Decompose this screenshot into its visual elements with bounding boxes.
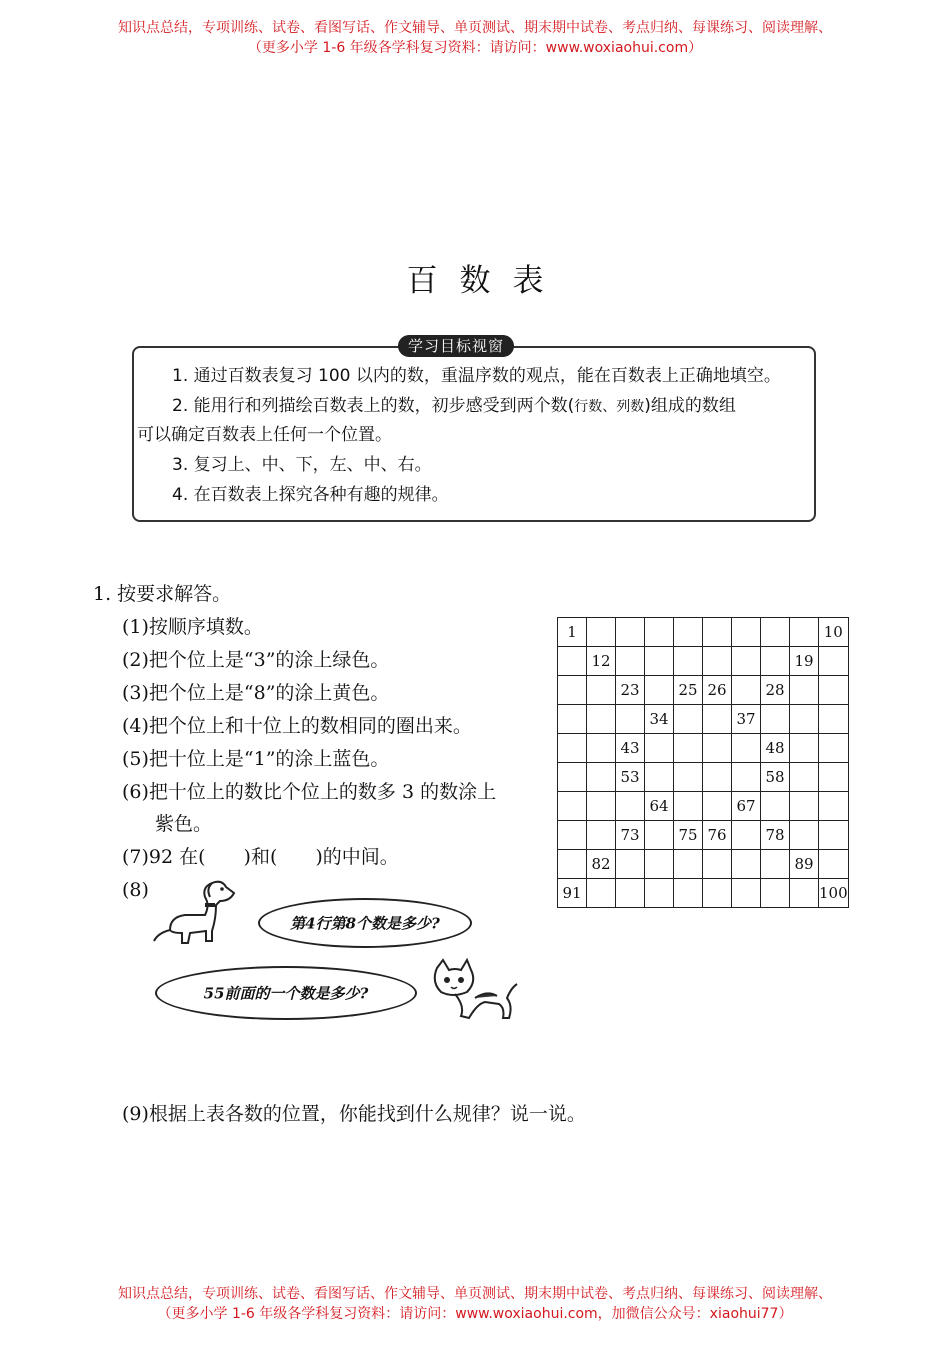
table-cell[interactable] [558,734,587,763]
table-cell[interactable] [819,676,849,705]
table-cell[interactable] [761,618,790,647]
table-cell[interactable] [645,821,674,850]
table-cell[interactable] [587,734,616,763]
table-row [558,647,849,676]
table-cell[interactable] [819,705,849,734]
table-cell[interactable] [732,850,761,879]
table-cell[interactable] [645,676,674,705]
table-cell[interactable]: 91 [558,879,587,908]
table-cell[interactable] [819,792,849,821]
table-cell[interactable] [616,792,645,821]
table-cell[interactable] [645,850,674,879]
table-cell[interactable] [558,792,587,821]
table-cell[interactable] [558,763,587,792]
table-cell[interactable]: 78 [761,821,790,850]
table-cell[interactable]: 10 [819,618,849,647]
top-banner [0,18,950,58]
table-cell[interactable] [558,705,587,734]
table-cell[interactable] [761,792,790,821]
cat-illustration [425,958,520,1026]
table-cell[interactable] [790,792,819,821]
table-cell[interactable] [616,705,645,734]
table-cell[interactable] [674,647,703,676]
table-cell[interactable] [587,763,616,792]
table-cell[interactable] [587,676,616,705]
table-cell[interactable] [616,879,645,908]
table-row [558,705,849,734]
goal-1: 1. 通过百数表复习 100 以内的数，重温序数的观点，能在百数表上正确地填空。 [172,366,781,386]
table-cell[interactable] [703,792,732,821]
table-cell[interactable] [587,821,616,850]
table-cell[interactable] [819,821,849,850]
table-cell[interactable] [819,850,849,879]
table-cell[interactable]: 73 [616,821,645,850]
table-cell[interactable]: 25 [674,676,703,705]
table-cell[interactable] [732,647,761,676]
table-row [558,618,849,647]
question-1-part-1: (1)按顺序填数。 [122,616,263,638]
table-cell[interactable] [558,676,587,705]
hundred-number-table [557,617,849,908]
table-cell[interactable] [790,763,819,792]
top-banner-line1: 知识点总结，专项训练、试卷、看图写话、作文辅导、单页测试、期末期中试卷、考点归纳、每课练习、阅读理解、 [118,20,832,36]
dog-speech-text: 第4行第8个数是多少? [290,914,440,933]
table-row [558,792,849,821]
table-cell[interactable]: 53 [616,763,645,792]
top-banner-line2: （更多小学 1-6 年级各学科复习资料：请访问：www.woxiaohui.com） [247,40,703,56]
table-cell[interactable]: 43 [616,734,645,763]
table-cell[interactable]: 34 [645,705,674,734]
table-cell[interactable] [587,618,616,647]
table-cell[interactable]: 19 [790,647,819,676]
table-cell[interactable]: 89 [790,850,819,879]
table-cell[interactable]: 48 [761,734,790,763]
goal-2-note: 行数、列数 [574,399,645,415]
table-cell[interactable] [616,647,645,676]
table-cell[interactable] [587,879,616,908]
table-cell[interactable] [645,879,674,908]
table-row [558,734,849,763]
table-cell[interactable]: 12 [587,647,616,676]
dog-speech-bubble [258,898,472,948]
cat-speech-text: 55前面的一个数是多少? [203,984,369,1003]
table-cell[interactable] [790,705,819,734]
table-row [558,763,849,792]
table-cell[interactable]: 28 [761,676,790,705]
learning-goals-badge: 学习目标视窗 [398,335,514,357]
table-cell[interactable] [674,792,703,821]
table-cell[interactable] [645,618,674,647]
table-cell[interactable]: 82 [587,850,616,879]
table-cell[interactable]: 76 [703,821,732,850]
table-cell[interactable]: 37 [732,705,761,734]
table-cell[interactable] [616,618,645,647]
table-cell[interactable] [732,618,761,647]
table-cell[interactable] [703,763,732,792]
table-cell[interactable]: 64 [645,792,674,821]
table-cell[interactable] [587,705,616,734]
table-cell[interactable]: 1 [558,618,587,647]
table-cell[interactable] [674,879,703,908]
goal-2-continued: 可以确定百数表上任何一个位置。 [137,425,392,445]
dog-illustration [150,875,240,950]
table-row [558,676,849,705]
question-1-part-6-continued: 紫色。 [155,813,213,835]
table-cell[interactable] [558,821,587,850]
question-1-part-3: (3)把个位上是“8”的涂上黄色。 [122,682,390,704]
table-row [558,879,849,908]
goal-2 [172,395,736,418]
table-cell[interactable]: 23 [616,676,645,705]
table-cell[interactable] [703,618,732,647]
question-1-part-7: (7)92 在( )和( )的中间。 [122,846,399,868]
table-cell[interactable] [732,821,761,850]
table-cell[interactable] [790,879,819,908]
hundred-table-body [558,618,849,908]
table-cell[interactable] [645,763,674,792]
table-cell[interactable] [645,734,674,763]
table-cell[interactable] [761,705,790,734]
table-cell[interactable] [587,792,616,821]
table-cell[interactable] [790,821,819,850]
table-cell[interactable] [558,850,587,879]
goal-4: 4. 在百数表上探究各种有趣的规律。 [172,485,449,505]
question-1-part-4: (4)把个位上和十位上的数相同的圈出来。 [122,715,472,737]
table-cell[interactable] [819,647,849,676]
question-1-part-8: (8) [122,879,149,901]
table-cell[interactable] [674,763,703,792]
table-cell[interactable] [819,763,849,792]
table-cell[interactable]: 58 [761,763,790,792]
table-cell[interactable] [790,676,819,705]
table-cell[interactable] [732,763,761,792]
table-cell[interactable] [703,705,732,734]
table-cell[interactable] [732,676,761,705]
table-cell[interactable]: 100 [819,879,849,908]
question-1-part-9: (9)根据上表各数的位置，你能找到什么规律？说一说。 [122,1103,586,1125]
table-cell[interactable] [761,879,790,908]
table-cell[interactable] [761,850,790,879]
table-cell[interactable] [703,850,732,879]
table-cell[interactable] [790,618,819,647]
table-cell[interactable] [674,618,703,647]
table-cell[interactable]: 75 [674,821,703,850]
goal-2-part2: )组成的数组 [644,396,736,416]
table-cell[interactable] [674,705,703,734]
table-cell[interactable] [703,647,732,676]
table-cell[interactable] [558,647,587,676]
goal-2-part1: 2. 能用行和列描绘百数表上的数，初步感受到两个数( [172,396,575,416]
table-row [558,821,849,850]
table-cell[interactable]: 26 [703,676,732,705]
question-1-part-5: (5)把十位上是“1”的涂上蓝色。 [122,748,390,770]
question-1-part-2: (2)把个位上是“3”的涂上绿色。 [122,649,390,671]
table-cell[interactable] [616,850,645,879]
question-1-part-6: (6)把十位上的数比个位上的数多 3 的数涂上 [122,781,497,803]
question-1-heading: 1. 按要求解答。 [93,583,232,605]
bottom-banner-line2: （更多小学 1-6 年级各学科复习资料：请访问：www.woxiaohui.com，加微信公众号：xiaohui77） [157,1306,793,1322]
table-cell[interactable] [761,647,790,676]
table-cell[interactable] [732,879,761,908]
page-title: 百数表 [406,263,566,299]
table-row [558,850,849,879]
table-cell[interactable] [674,850,703,879]
table-cell[interactable]: 67 [732,792,761,821]
table-cell[interactable] [645,647,674,676]
bottom-banner [0,1284,950,1324]
table-cell[interactable] [674,734,703,763]
cat-speech-bubble [155,966,417,1020]
bottom-banner-line1: 知识点总结，专项训练、试卷、看图写话、作文辅导、单页测试、期末期中试卷、考点归纳、每课练习、阅读理解、 [118,1286,832,1302]
table-cell[interactable] [703,879,732,908]
table-cell[interactable] [703,734,732,763]
goal-3: 3. 复习上、中、下，左、中、右。 [172,455,432,475]
table-cell[interactable] [790,734,819,763]
table-cell[interactable] [732,734,761,763]
table-cell[interactable] [819,734,849,763]
